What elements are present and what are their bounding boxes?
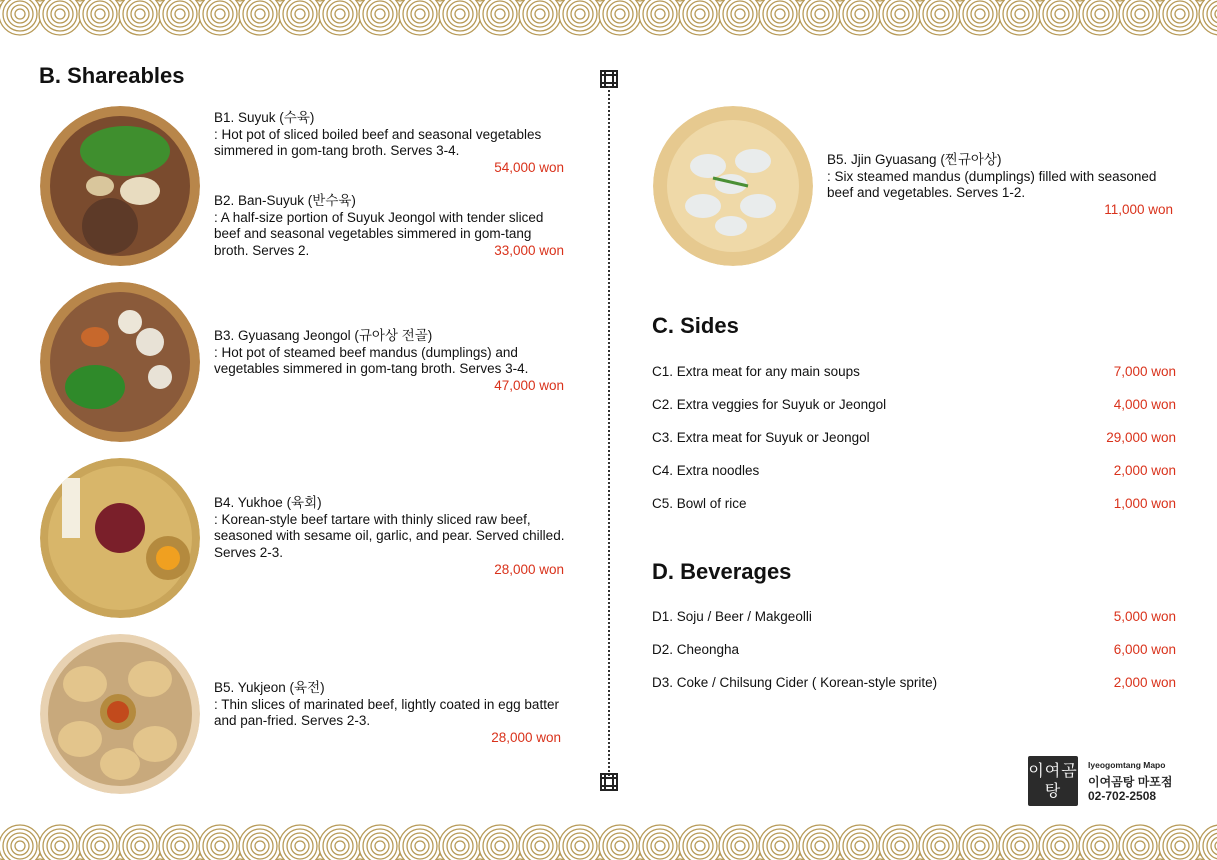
side-price: 29,000 won xyxy=(1106,430,1176,445)
price-b1: 54,000 won xyxy=(494,160,564,175)
menu-item-b3 xyxy=(214,328,564,378)
side-label: C3. Extra meat for Suyuk or Jeongol xyxy=(652,430,870,445)
sides-title: C. Sides xyxy=(652,313,739,338)
beverage-price: 2,000 won xyxy=(1113,675,1176,690)
item-name: B3. Gyuasang Jeongol (규아상 전골) xyxy=(214,328,433,343)
sides-row xyxy=(652,397,1176,415)
shop-phone: 02-702-2508 xyxy=(1088,789,1157,803)
shareables-title: B. Shareables xyxy=(39,63,185,88)
menu-item-b5-yukjeon xyxy=(214,680,564,730)
price-b2: 33,000 won xyxy=(494,243,564,258)
item-desc: : A half-size portion of Suyuk Jeongol with tender sliced beef and seasonal vegetables simmered in gom-tang broth. Serves 2. xyxy=(214,209,544,258)
sides-row xyxy=(652,430,1176,448)
restaurant-logo: 이여곰탕 xyxy=(1028,756,1078,806)
item-desc: : Hot pot of sliced boiled beef and seasonal vegetables simmered in gom-tang broth. Serves 3-4. xyxy=(214,126,542,158)
item-desc: : Six steamed mandus (dumplings) filled with seasoned beef and vegetables. Serves 1-2. xyxy=(827,168,1157,200)
sides-row xyxy=(652,364,1176,382)
beverage-row xyxy=(652,642,1176,660)
top-wave-border xyxy=(0,0,1217,42)
beverage-price: 6,000 won xyxy=(1113,642,1176,657)
sides-row xyxy=(652,463,1176,481)
side-label: C2. Extra veggies for Suyuk or Jeongol xyxy=(652,397,887,412)
yukhoe-photo xyxy=(40,458,200,618)
side-price: 4,000 won xyxy=(1113,397,1176,412)
beverages-title: D. Beverages xyxy=(652,559,792,584)
side-price: 2,000 won xyxy=(1113,463,1176,478)
beverage-label: D1. Soju / Beer / Makgeolli xyxy=(652,609,812,624)
item-desc: : Thin slices of marinated beef, lightly coated in egg batter and pan-fried. Serves 2-3. xyxy=(214,696,559,728)
price-b3: 47,000 won xyxy=(494,378,564,393)
shop-name-english: Iyeogomtang Mapo xyxy=(1088,760,1166,770)
column-divider xyxy=(608,86,610,776)
price-b4: 28,000 won xyxy=(494,562,564,577)
yukjeon-photo xyxy=(40,634,200,794)
side-price: 1,000 won xyxy=(1113,496,1176,511)
shop-name-korean: 이여곰탕 마포점 xyxy=(1088,775,1173,789)
sides-row xyxy=(652,496,1176,514)
beverage-price: 5,000 won xyxy=(1113,609,1176,624)
item-name: B5. Yukjeon (육전) xyxy=(214,680,325,695)
side-label: C4. Extra noodles xyxy=(652,463,760,478)
item-desc: : Hot pot of steamed beef mandus (dumplings) and vegetables simmered in gom-tang broth. Serves 3-4. xyxy=(214,344,529,376)
side-price: 7,000 won xyxy=(1113,364,1176,379)
item-name: B1. Suyuk (수육) xyxy=(214,110,315,125)
item-name: B2. Ban-Suyuk (반수육) xyxy=(214,193,356,208)
menu-item-b1 xyxy=(214,110,564,160)
jjin-gyuasang-photo xyxy=(653,106,813,266)
menu-item-b5-jjin-gyuasang xyxy=(827,152,1157,202)
side-label: C1. Extra meat for any main soups xyxy=(652,364,860,379)
bottom-wave-border xyxy=(0,818,1217,860)
knot-ornament-bottom xyxy=(598,771,620,793)
price-b5-yukjeon: 28,000 won xyxy=(491,730,561,745)
beverage-label: D3. Coke / Chilsung Cider ( Korean-style sprite) xyxy=(652,675,938,690)
side-label: C5. Bowl of rice xyxy=(652,496,747,511)
suyuk-photo xyxy=(40,106,200,266)
gyuasang-jeongol-photo xyxy=(40,282,200,442)
beverage-row xyxy=(652,675,1176,693)
item-name: B5. Jjin Gyuasang (찐규아상) xyxy=(827,152,1002,167)
item-desc: : Korean-style beef tartare with thinly sliced raw beef, seasoned with sesame oil, garlic, and pear. Served chilled. Serves 2-3. xyxy=(214,511,565,560)
item-name: B4. Yukhoe (육회) xyxy=(214,495,322,510)
menu-item-b4 xyxy=(214,495,569,561)
beverage-row xyxy=(652,609,1176,627)
beverage-label: D2. Cheongha xyxy=(652,642,740,657)
price-b5-jjin-gyuasang: 11,000 won xyxy=(1104,202,1173,217)
